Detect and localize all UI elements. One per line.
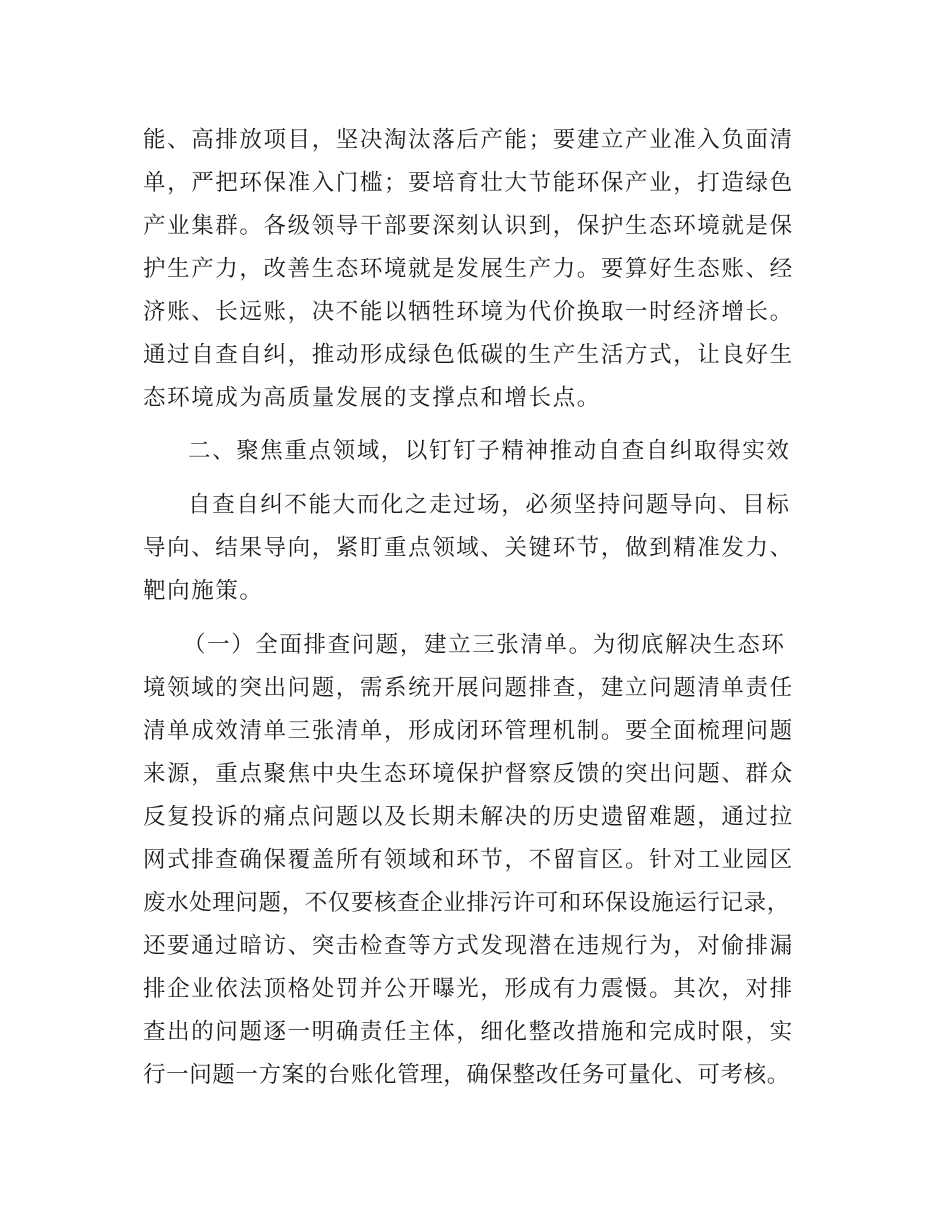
paragraph-1-line-3: 产业集群。各级领导干部要深刻认识到，保护生态环境就是保 — [143, 213, 794, 239]
paragraph-3-line-4: 来源，重点聚焦中央生态环境保护督察反馈的突出问题、群众 — [143, 761, 794, 787]
section-heading: 二、聚焦重点领域，以钉钉子精神推动自查自纠取得实效 — [188, 438, 791, 464]
paragraph-3-line-5: 反复投诉的痛点问题以及长期未解决的历史遗留难题，通过拉 — [143, 804, 794, 830]
paragraph-3-line-2: 境领域的突出问题，需系统开展问题排查，建立问题清单责任 — [143, 675, 794, 701]
paragraph-1-line-5: 济账、长远账，决不能以牺牲环境为代价换取一时经济增长。 — [143, 299, 794, 325]
paragraph-3-line-10: 查出的问题逐一明确责任主体，细化整改措施和完成时限，实 — [143, 1019, 794, 1045]
paragraph-2-line-1: 自查自纠不能大而化之走过场，必须坚持问题导向、目标 — [188, 492, 791, 518]
paragraph-3-line-1: （一）全面排查问题，建立三张清单。为彻底解决生态环 — [183, 632, 786, 658]
paragraph-1-line-4: 护生产力，改善生态环境就是发展生产力。要算好生态账、经 — [143, 256, 794, 282]
paragraph-3-line-3: 清单成效清单三张清单，形成闭环管理机制。要全面梳理问题 — [143, 718, 794, 744]
paragraph-3-line-8: 还要通过暗访、突击检查等方式发现潜在违规行为，对偷排漏 — [143, 933, 794, 959]
paragraph-1-line-2: 单，严把环保准入门槛；要培育壮大节能环保产业，打造绿色 — [143, 170, 794, 196]
paragraph-1-line-1: 能、高排放项目，坚决淘汰落后产能；要建立产业准入负面清 — [143, 127, 794, 153]
paragraph-3-line-9: 排企业依法顶格处罚并公开曝光，形成有力震慑。其次，对排 — [143, 976, 794, 1002]
paragraph-2-line-2: 导向、结果导向，紧盯重点领域、关键环节，做到精准发力、 — [143, 535, 794, 561]
paragraph-2-line-3: 靶向施策。 — [143, 578, 264, 604]
paragraph-1-line-6: 通过自查自纠，推动形成绿色低碳的生产生活方式，让良好生 — [143, 342, 794, 368]
paragraph-3-line-11: 行一问题一方案的台账化管理，确保整改任务可量化、可考核。 — [143, 1062, 790, 1088]
paragraph-1-line-7: 态环境成为高质量发展的支撑点和增长点。 — [143, 385, 601, 411]
paragraph-3-line-7: 废水处理问题，不仅要核查企业排污许可和环保设施运行记录， — [143, 890, 790, 916]
paragraph-3-line-6: 网式排查确保覆盖所有领域和环节，不留盲区。针对工业园区 — [143, 847, 794, 873]
